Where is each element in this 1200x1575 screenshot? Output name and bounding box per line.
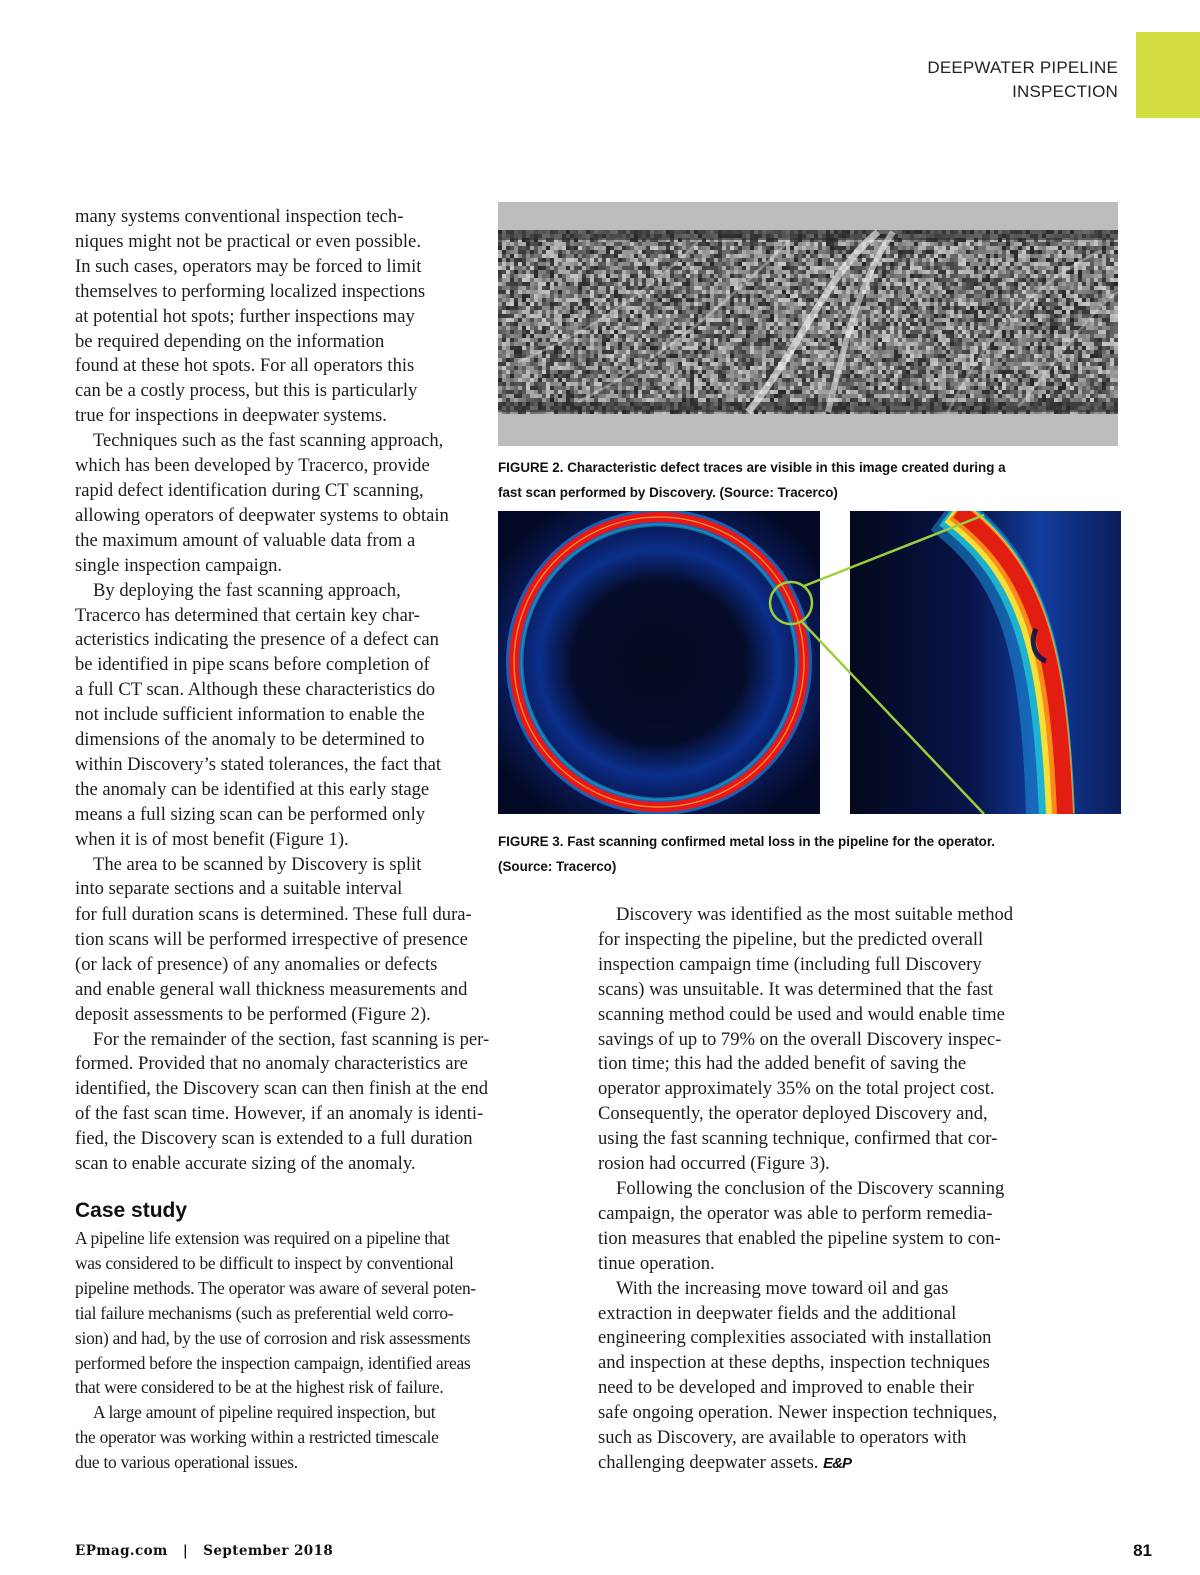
body-text-line: In such cases, operators may be forced to limit bbox=[75, 255, 422, 277]
figure-2-caption-line1: FIGURE 2. Characteristic defect traces are visible in this image created during a bbox=[498, 460, 1006, 475]
section-title-line2: INSPECTION bbox=[1012, 82, 1118, 101]
figure-2-scan-image bbox=[498, 202, 1118, 446]
body-text-line: can be a costly process, but this is particularly bbox=[75, 380, 418, 402]
ep-end-mark-icon: E&P bbox=[823, 1454, 851, 1472]
body-text-line: found at these hot spots. For all operators this bbox=[75, 355, 415, 377]
case-study-text-line: was considered to be difficult to inspect by conventional bbox=[75, 1252, 454, 1273]
body-text-line: identified, the Discovery scan can then finish at the end bbox=[75, 1078, 489, 1100]
body-text-line: (or lack of presence) of any anomalies or defects bbox=[75, 953, 438, 975]
body-text-line: need to be developed and improved to enable their bbox=[598, 1377, 974, 1399]
body-text-line: tion time; this had the added benefit of saving the bbox=[598, 1053, 967, 1075]
body-text-line: Tracerco has determined that certain key char- bbox=[75, 604, 420, 626]
figure-3-caption-line1: FIGURE 3. Fast scanning confirmed metal loss in the pipeline for the operator. bbox=[498, 834, 996, 849]
body-text-line: scan to enable accurate sizing of the anomaly. bbox=[75, 1153, 416, 1175]
body-text-line: scanning method could be used and would enable time bbox=[598, 1003, 1005, 1025]
body-text-line: many systems conventional inspection tech- bbox=[75, 206, 404, 227]
body-text-line: themselves to performing localized inspections bbox=[75, 280, 426, 302]
body-text-line: scans) was unsuitable. It was determined that the fast bbox=[598, 978, 993, 1000]
body-text-line: into separate sections and a suitable interval bbox=[75, 878, 403, 900]
body-text-line: With the increasing move toward oil and gas bbox=[616, 1277, 949, 1299]
body-text-line: The area to be scanned by Discovery is split bbox=[93, 853, 422, 875]
body-text-line: Discovery was identified as the most suitable method bbox=[616, 904, 1014, 925]
body-text-line: single inspection campaign. bbox=[75, 554, 283, 576]
case-study-text-line: that were considered to be at the highest risk of failure. bbox=[75, 1377, 444, 1398]
case-study-text-line: A pipeline life extension was required on a pipeline that bbox=[75, 1228, 450, 1248]
body-text-line: true for inspections in deepwater systems. bbox=[75, 405, 387, 427]
body-text-line: Techniques such as the fast scanning approach, bbox=[93, 430, 444, 452]
body-text-line: for inspecting the pipeline, but the predicted overall bbox=[598, 928, 984, 950]
body-text-line: By deploying the fast scanning approach, bbox=[93, 579, 401, 601]
body-text-line: and inspection at these depths, inspection techniques bbox=[598, 1352, 990, 1374]
figure-2-caption-line2: fast scan performed by Discovery. (Source: Tracerco) bbox=[498, 485, 838, 500]
figure-3-caption-line2: (Source: Tracerco) bbox=[498, 859, 617, 874]
body-text-line: tion scans will be performed irrespective of presence bbox=[75, 928, 468, 950]
body-text-line: inspection campaign time (including full Discovery bbox=[598, 953, 982, 975]
body-text-line: fied, the Discovery scan is extended to a full duration bbox=[75, 1128, 473, 1150]
body-text-line: at potential hot spots; further inspections may bbox=[75, 305, 415, 327]
case-study-text-line: sion) and had, by the use of corrosion and risk assessments bbox=[75, 1327, 471, 1348]
body-text-line: and enable general wall thickness measurements and bbox=[75, 978, 468, 1000]
body-text-line: savings of up to 79% on the overall Discovery inspec- bbox=[598, 1028, 1002, 1050]
case-study-heading: Case study bbox=[75, 1199, 188, 1222]
body-text-line: acteristics indicating the presence of a defect can bbox=[75, 629, 439, 651]
body-text-line: safe ongoing operation. Newer inspection techniques, bbox=[598, 1402, 998, 1424]
body-text-line: be required depending on the information bbox=[75, 330, 385, 352]
body-text-line: formed. Provided that no anomaly characteristics are bbox=[75, 1053, 468, 1075]
body-text-line: means a full sizing scan can be performed only bbox=[75, 803, 426, 825]
body-text-line bbox=[598, 1451, 1098, 1477]
footer-separator: | bbox=[182, 1543, 189, 1559]
body-text-line: for full duration scans is determined. These full dura- bbox=[75, 904, 472, 925]
case-study-text-line: performed before the inspection campaign, identified areas bbox=[75, 1352, 471, 1373]
left-column-upper-text bbox=[75, 205, 485, 902]
body-text-line: within Discovery’s stated tolerances, the fact that bbox=[75, 753, 442, 775]
figure-2-caption bbox=[498, 455, 1006, 505]
case-study-text-line: the operator was working within a restricted timescale bbox=[75, 1427, 439, 1448]
body-text-line: extraction in deepwater fields and the additional bbox=[598, 1302, 957, 1324]
figure-3-caption bbox=[498, 829, 995, 879]
body-text-line: rapid defect identification during CT scanning, bbox=[75, 479, 424, 501]
body-text-line: engineering complexities associated with installation bbox=[598, 1327, 992, 1349]
body-text-line: For the remainder of the section, fast scanning is per- bbox=[93, 1028, 490, 1050]
body-text-line: tion measures that enabled the pipeline system to con- bbox=[598, 1227, 1001, 1249]
body-text-line: of the fast scan time. However, if an anomaly is identi- bbox=[75, 1103, 484, 1125]
section-title bbox=[798, 56, 1118, 104]
body-text-line: using the fast scanning technique, confirmed that cor- bbox=[598, 1128, 998, 1150]
body-text-line: campaign, the operator was able to perform remedia- bbox=[598, 1202, 993, 1224]
body-text-line: niques might not be practical or even possible. bbox=[75, 230, 421, 252]
figure-3-zoom-connector bbox=[498, 511, 1121, 814]
body-text-line: the maximum amount of valuable data from a bbox=[75, 529, 416, 551]
body-text-line: which has been developed by Tracerco, provide bbox=[75, 455, 430, 477]
body-text-line: rosion had occurred (Figure 3). bbox=[598, 1153, 830, 1175]
case-study-text-line: tial failure mechanisms (such as preferential weld corro- bbox=[75, 1302, 454, 1323]
body-text-line: Following the conclusion of the Discovery scanning bbox=[616, 1177, 1005, 1199]
body-text-line: not include sufficient information to enable the bbox=[75, 704, 425, 726]
section-color-tab bbox=[1136, 32, 1200, 118]
body-text-line: Consequently, the operator deployed Discovery and, bbox=[598, 1103, 988, 1125]
body-text-line: such as Discovery, are available to operators with bbox=[598, 1427, 967, 1449]
case-study-text bbox=[75, 1226, 570, 1475]
case-study-text-line: pipeline methods. The operator was aware of several poten- bbox=[75, 1277, 476, 1298]
body-text-line: a full CT scan. Although these characteristics do bbox=[75, 679, 436, 701]
body-text-line: dimensions of the anomaly to be determined to bbox=[75, 729, 425, 751]
body-text-line: tinue operation. bbox=[598, 1252, 715, 1274]
case-study-text-line: due to various operational issues. bbox=[75, 1452, 298, 1473]
closing-sentence: challenging deepwater assets. bbox=[598, 1451, 819, 1473]
right-column-text bbox=[598, 903, 1098, 1477]
body-text-line: the anomaly can be identified at this early stage bbox=[75, 778, 430, 800]
body-text-line: allowing operators of deepwater systems to obtain bbox=[75, 504, 449, 526]
footer bbox=[75, 1543, 343, 1559]
body-text-line: be identified in pipe scans before completion of bbox=[75, 654, 430, 676]
body-text-line: operator approximately 35% on the total project cost. bbox=[598, 1078, 995, 1100]
section-title-line1: DEEPWATER PIPELINE bbox=[927, 58, 1118, 77]
page-number: 81 bbox=[1133, 1541, 1152, 1560]
footer-date: September 2018 bbox=[203, 1543, 334, 1559]
body-text-line: deposit assessments to be performed (Figure 2). bbox=[75, 1003, 431, 1025]
left-column-lower-text bbox=[75, 903, 565, 1177]
case-study-text-line: A large amount of pipeline required inspection, but bbox=[93, 1402, 436, 1423]
body-text-line: when it is of most benefit (Figure 1). bbox=[75, 828, 349, 850]
footer-site-link[interactable]: EPmag.com bbox=[75, 1543, 168, 1559]
